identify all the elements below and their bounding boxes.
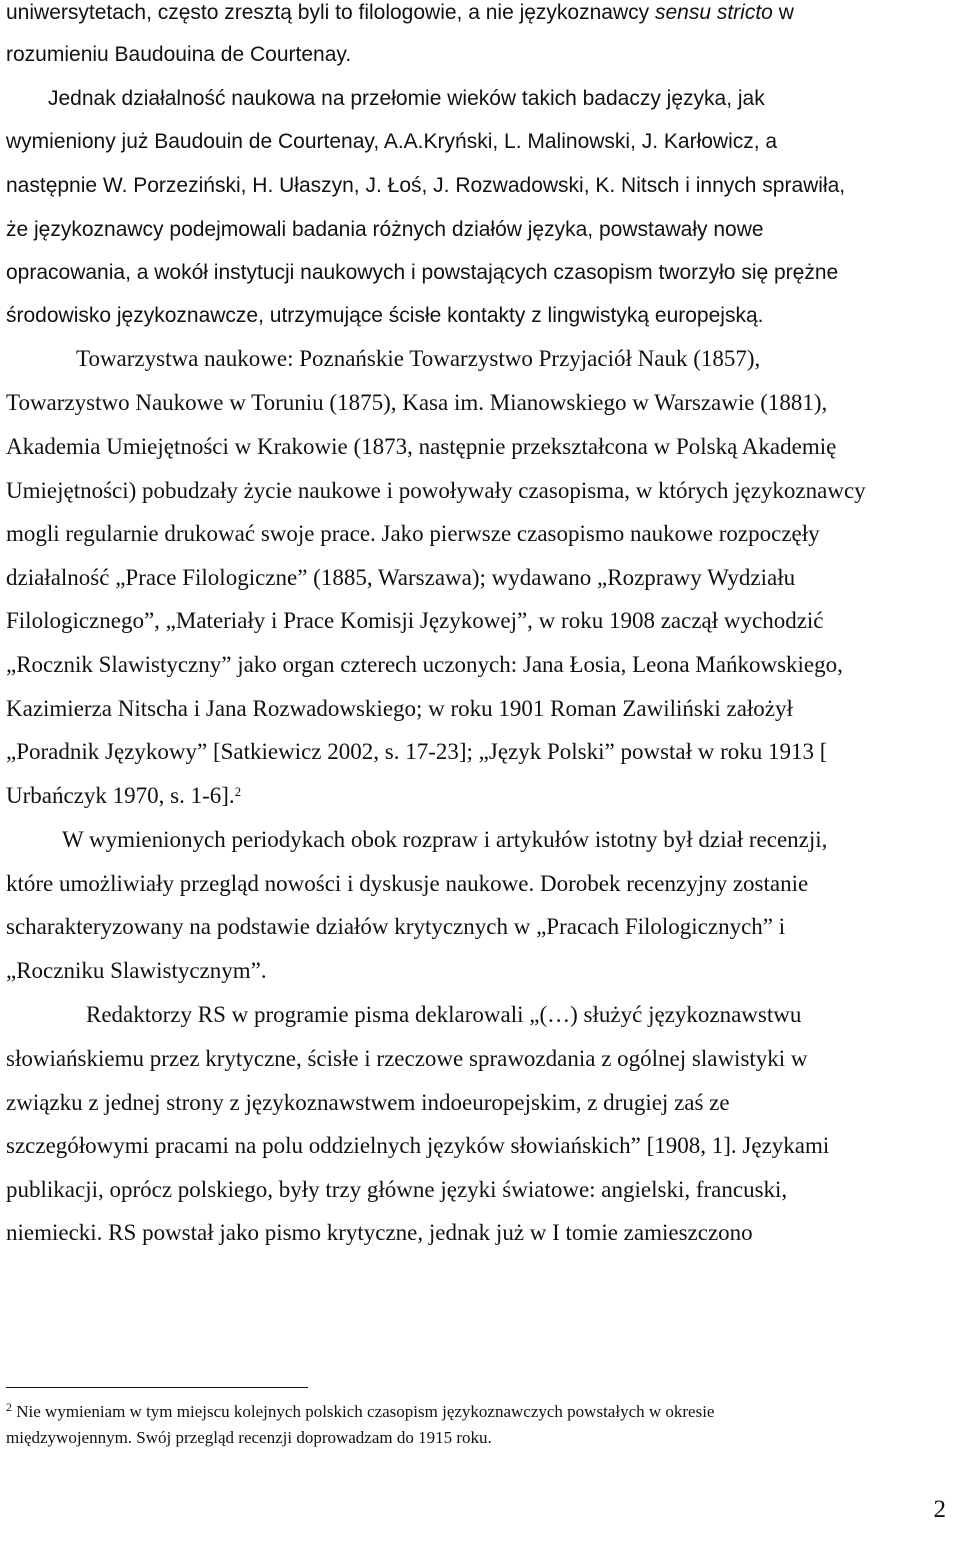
footnote-line: międzywojennym. Swój przegląd recenzji doprowadzam do 1915 roku. [6,1428,492,1447]
text-line: Akademia Umiejętności w Krakowie (1873, następnie przekształcona w Polską Akademię [6,434,837,459]
footnote-reference[interactable]: 2 [234,784,242,799]
text-line: „Roczniku Slawistycznym”. [6,958,267,983]
footnote-separator [6,1387,308,1388]
text-line: słowiańskiemu przez krytyczne, ścisłe i rzeczowe sprawozdania z ogólnej slawistyki w [6,1046,808,1071]
text-line: Towarzystwo Naukowe w Toruniu (1875), Kasa im. Mianowskiego w Warszawie (1881), [6,390,828,415]
text-line: wymieniony już Baudouin de Courtenay, A.A.Kryński, L. Malinowski, J. Karłowicz, a [6,130,778,153]
text-line: Filologicznego”, „Materiały i Prace Komisji Językowej”, w roku 1908 zaczął wychodzić [6,608,824,633]
paragraph-first-line: Towarzystwa naukowe: Poznańskie Towarzystwo Przyjaciół Nauk (1857), [76,346,761,371]
text-line: scharakteryzowany na podstawie działów krytycznych w „Pracach Filologicznych” i [6,914,786,939]
footnote-text: Nie wymieniam w tym miejscu kolejnych polskich czasopism językoznawczych powstałych w okresie [12,1402,715,1421]
text-line: Kazimierza Nitscha i Jana Rozwadowskiego; w roku 1901 Roman Zawiliński założył [6,696,793,721]
text-line: niemiecki. RS powstał jako pismo krytyczne, jednak już w I tomie zamieszczono [6,1220,753,1245]
paragraph-first-line: Redaktorzy RS w programie pisma deklarowali „(…) służyć językoznawstwu [86,1002,802,1027]
text-line [6,0,794,26]
text-line: środowisko językoznawcze, utrzymujące ścisłe kontakty z lingwistyką europejską. [6,304,764,327]
text-line: opracowania, a wokół instytucji naukowych i powstających czasopism tworzyło się prężne [6,261,839,284]
footnote-number: 2 [6,1400,12,1414]
text-run: Urbańczyk 1970, s. 1-6]. [6,783,235,808]
footnote-line [6,1402,714,1422]
text-line: „Rocznik Slawistyczny” jako organ czterech uczonych: Jana Łosia, Leona Mańkowskiego, [6,652,843,677]
text-line: związku z jednej strony z językoznawstwem indoeuropejskim, z drugiej zaś ze [6,1090,730,1115]
text-line [6,783,241,809]
text-line: że językoznawcy podejmowali badania różnych działów języka, powstawały nowe [6,218,764,241]
paragraph-first-line: W wymienionych periodykach obok rozpraw i artykułów istotny był dział recenzji, [62,827,828,852]
text-line: następnie W. Porzeziński, H. Ułaszyn, J. Łoś, J. Rozwadowski, K. Nitsch i innych sprawiła, [6,174,846,197]
paragraph-first-line: Jednak działalność naukowa na przełomie wieków takich badaczy języka, jak [48,87,765,110]
text-line: mogli regularnie drukować swoje prace. Jako pierwsze czasopismo naukowe rozpoczęły [6,521,820,546]
text-line: Umiejętności) pobudzały życie naukowe i powoływały czasopisma, w których językoznawcy [6,478,866,503]
text-line: publikacji, oprócz polskiego, były trzy główne języki światowe: angielski, francuski, [6,1177,788,1202]
page-number: 2 [933,1496,946,1523]
text-line: rozumieniu Baudouina de Courtenay. [6,43,352,66]
text-line: działalność „Prace Filologiczne” (1885, Warszawa); wydawano „Rozprawy Wydziału [6,565,796,590]
italic-term: sensu stricto [654,1,773,24]
text-run: w [772,1,794,24]
text-line: „Poradnik Językowy” [Satkiewicz 2002, s. 17-23]; „Język Polski” powstał w roku 1913 [ [6,739,828,764]
text-line: szczegółowymi pracami na polu oddzielnych języków słowiańskich” [1908, 1]. Językami [6,1133,830,1158]
text-line: które umożliwiały przegląd nowości i dyskusje naukowe. Dorobek recenzyjny zostanie [6,871,809,896]
text-run: uniwersytetach, często zresztą byli to filologowie, a nie językoznawcy [6,1,655,24]
